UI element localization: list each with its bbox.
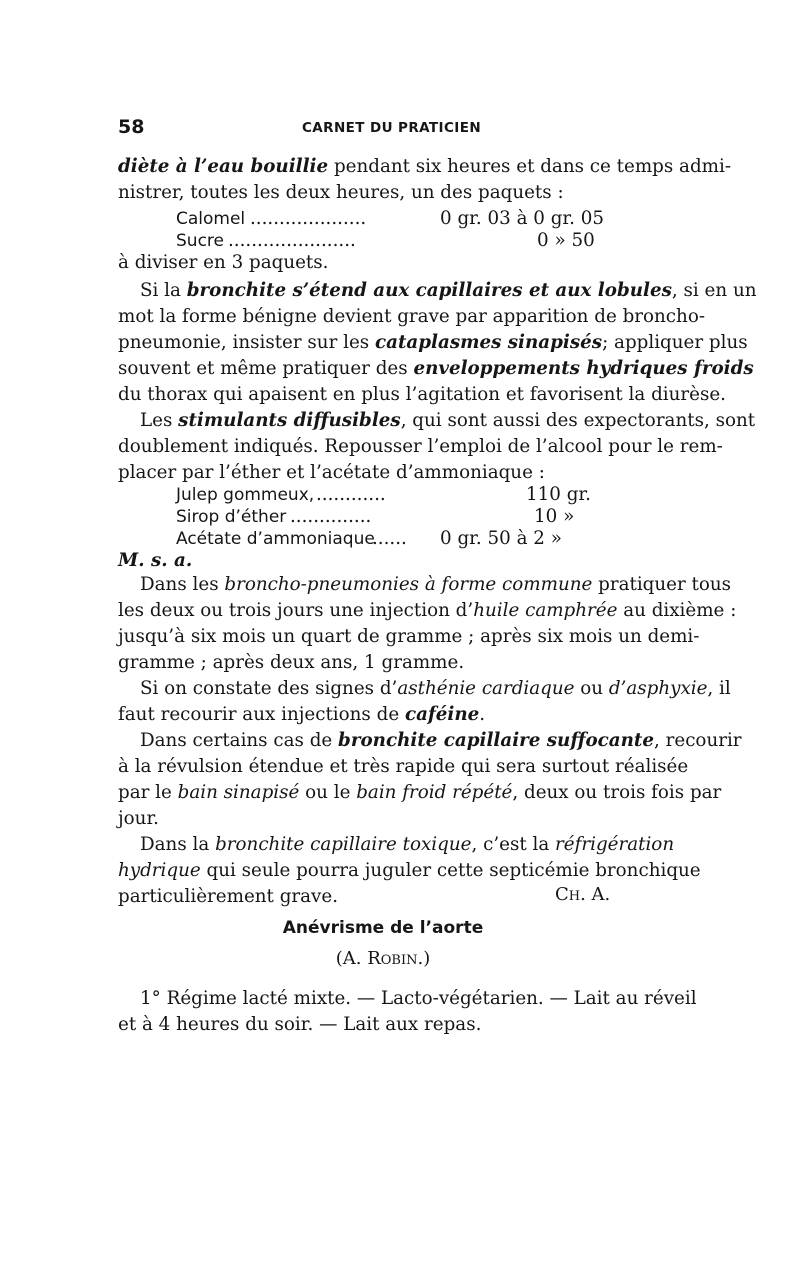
paragraph2-line5: du thorax qui apaisent en plus l’agitation et favorisent la diurèse.	[118, 384, 726, 405]
page-number: 58	[118, 116, 145, 138]
paragraph7-line1: Dans la bronchite capillaire toxique, c’est la réfrigération	[140, 834, 675, 855]
paragraph2-line1: Si la bronchite s’étend aux capillaires et aux lobules, si en un	[140, 280, 757, 301]
rx-item-dose: 10 »	[534, 506, 575, 527]
paragraph1-line2: nistrer, toutes les deux heures, un des paquets :	[118, 182, 564, 203]
paragraph6-line1: Dans certains cas de bronchite capillaire suffocante, recourir	[140, 730, 742, 751]
rx-item-leader: ......................	[228, 230, 356, 251]
paragraph4-line1: Dans les broncho-pneumonies à forme commune pratiquer tous	[140, 574, 732, 595]
rx-item-name: Acétate d’ammoniaque	[176, 529, 375, 549]
rx-item-name: Sirop d’éther	[176, 507, 287, 527]
paragraph7-line3: particulièrement grave.	[118, 886, 338, 907]
rx-msa: M. s. a.	[118, 550, 193, 571]
paragraph7-line2: hydrique qui seule pourra juguler cette septicémie bronchique	[118, 860, 701, 881]
section-line2: et à 4 heures du soir. — Lait aux repas.	[118, 1014, 482, 1035]
paragraph2-line3: pneumonie, insister sur les cataplasmes sinapisés; appliquer plus	[118, 332, 748, 353]
paragraph4-line2: les deux ou trois jours une injection d’huile camphrée au dixième :	[118, 600, 737, 621]
rx-item-leader: ............	[316, 484, 386, 505]
rx-item-dose: 0 » 50	[537, 230, 595, 251]
paragraph2-line2: mot la forme bénigne devient grave par apparition de broncho-	[118, 306, 705, 327]
running-head	[118, 116, 648, 138]
paragraph3-line2: doublement indiqués. Repousser l’emploi de l’alcool pour le rem-	[118, 436, 723, 457]
paragraph4-line4: gramme ; après deux ans, 1 gramme.	[118, 652, 465, 673]
paragraph1-line1: diète à l’eau bouillie pendant six heures et dans ce temps admi-	[118, 156, 732, 177]
rx-item-dose: 0 gr. 03 à 0 gr. 05	[440, 208, 605, 229]
section-title: Anévrisme de l’aorte	[282, 918, 484, 938]
paragraph6-line2: à la révulsion étendue et très rapide qui sera surtout réalisée	[118, 756, 689, 777]
paragraph3-line3: placer par l’éther et l’acétate d’ammoniaque :	[118, 462, 545, 483]
section-line1: 1° Régime lacté mixte. — Lacto-végétarien. — Lait au réveil	[140, 988, 697, 1009]
rx-item-leader: ....................	[250, 208, 367, 229]
signature: Ch. A.	[555, 884, 611, 905]
paragraph3-line1: Les stimulants diffusibles, qui sont aussi des expectorants, sont	[140, 410, 756, 431]
rx-item-dose: 0 gr. 50 à 2 »	[440, 528, 562, 549]
paragraph2-line4: souvent et même pratiquer des enveloppements hydriques froids	[118, 358, 754, 379]
paragraph5-line1: Si on constate des signes d’asthénie cardiaque ou d’asphyxie, il	[140, 678, 731, 699]
section-author: (A. Robin.)	[335, 948, 431, 969]
rx-item-leader: ......	[372, 528, 407, 549]
paragraph6-line4: jour.	[118, 808, 159, 829]
rx-footer: à diviser en 3 paquets.	[118, 252, 329, 273]
paragraph5-line2: faut recourir aux injections de caféine.	[118, 704, 486, 725]
rx-item-name: Calomel	[176, 209, 246, 229]
rx-item-dose: 110 gr.	[526, 484, 591, 505]
paragraph6-line3: par le bain sinapisé ou le bain froid répété, deux ou trois fois par	[118, 782, 722, 803]
rx-item-leader: ..............	[290, 506, 372, 527]
paragraph4-line3: jusqu’à six mois un quart de gramme ; après six mois un demi-	[118, 626, 700, 647]
rx-item-name: Julep gommeux,	[176, 485, 315, 505]
running-title: CARNET DU PRATICIEN	[302, 120, 482, 136]
rx-item-name: Sucre	[176, 231, 224, 251]
